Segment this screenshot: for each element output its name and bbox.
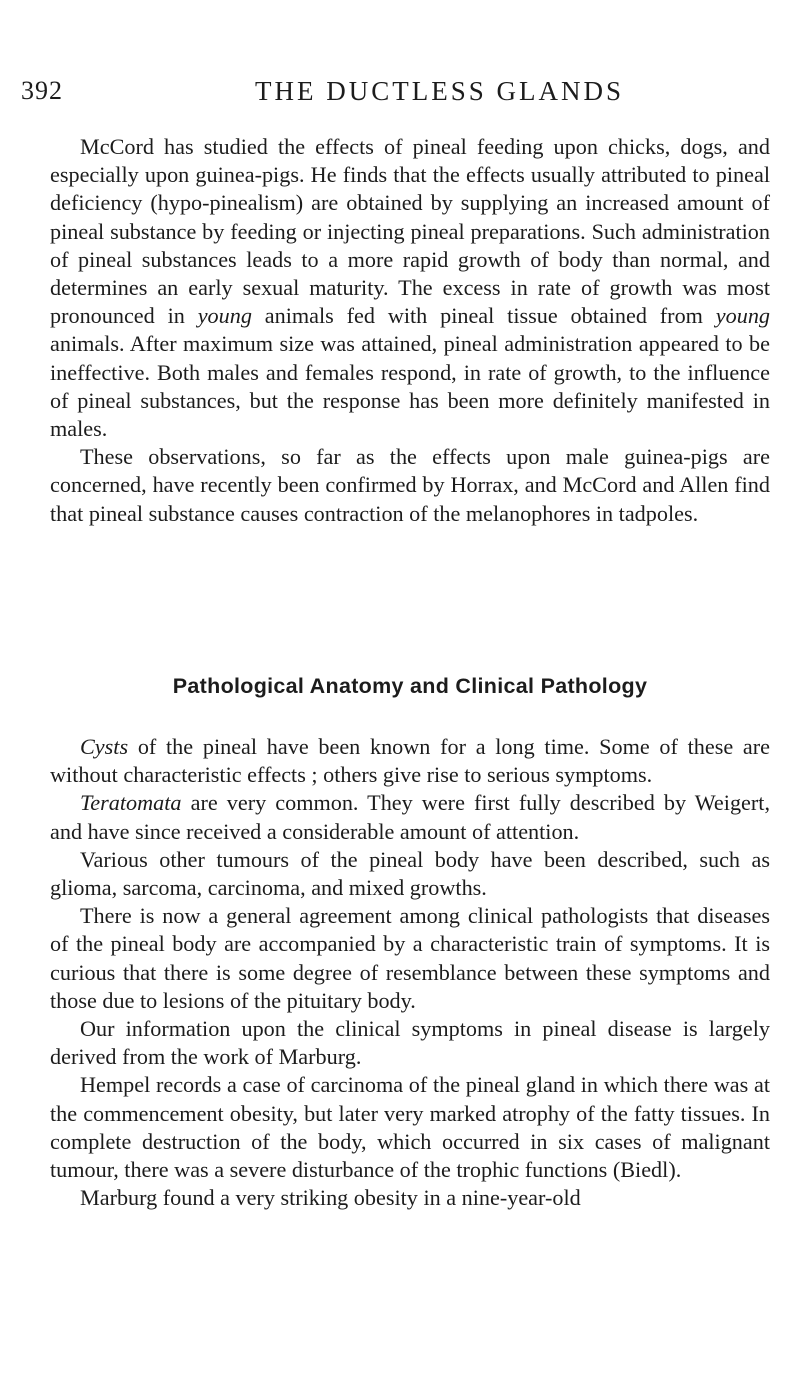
paragraph-obesity: Marburg found a very striking obesity in a nine-year-old — [80, 1185, 581, 1211]
text-block-lower — [50, 733, 770, 1212]
paragraph-mccord-feeding: McCord has studied the effects of pineal feeding upon chicks, dogs, and especially upon guinea-pigs. He finds that the effects usually attributed to pineal deficiency (hypo-pinealism) are obtained by supplying an increased amount of pineal substance by feeding or injecting pineal preparations. Such administration of pineal substances leads to a more rapid growth of body than normal, and determines an early sexual maturity. The excess in rate of growth was most pronounced in young animals fed with pineal tissue obtained from young animals. After maximum size was attained, pineal administration appeared to be ineffective. Both males and females respond, in rate of growth, to the influence of pineal substances, but the response has been more definitely manifested in males. — [50, 134, 771, 442]
text-block-upper — [50, 133, 770, 528]
page-number: 392 — [21, 76, 63, 105]
italic-young: young — [197, 303, 252, 329]
paragraph-teratomata: Teratomata are very common. They were first fully described by Weigert, and have since received a considerable amount of attention. — [50, 790, 770, 844]
section-heading: Pathological Anatomy and Clinical Pathology — [172, 674, 648, 698]
italic-young: young — [715, 303, 771, 329]
paragraph-tumours: Various other tumours of the pineal body have been described, such as glioma, sarcoma, carcinoma, and mixed growths. — [50, 846, 770, 901]
paragraph-marburg: Our information upon the clinical symptoms in pineal disease is largely derived from the work of Marburg. — [50, 1016, 770, 1070]
running-head: THE DUCTLESS GLANDS — [255, 76, 625, 106]
paragraph-agreement: There is now a general agreement among clinical pathologists that diseases of the pineal body are accompanied by a characteristic train of symptoms. It is curious that there is some degree of resemblance between these symptoms and those due to lesions of the pituitary body. — [50, 903, 770, 1013]
paragraph-horrax-confirmation: These observations, so far as the effects upon male guinea-pigs are concerned, have recently been confirmed by Horrax, and McCord and Allen find that pineal substance causes contraction of the melanophores in tadpoles. — [50, 444, 770, 526]
italic-cysts: Cysts — [80, 734, 129, 759]
paragraph-hempel: Hempel records a case of carcinoma of the pineal gland in which there was at the commencement obesity, but later very marked atrophy of the fatty tissues. In complete destruction of the body, which occurred in six cases of malignant tumour, there was a severe disturbance of the trophic functions (Biedl). — [50, 1072, 770, 1183]
italic-teratomata: Teratomata — [80, 790, 182, 816]
paragraph-cysts: Cysts of the pineal have been known for a long time. Some of these are without characteristic effects ; others give rise to serious symptoms. — [50, 734, 770, 788]
